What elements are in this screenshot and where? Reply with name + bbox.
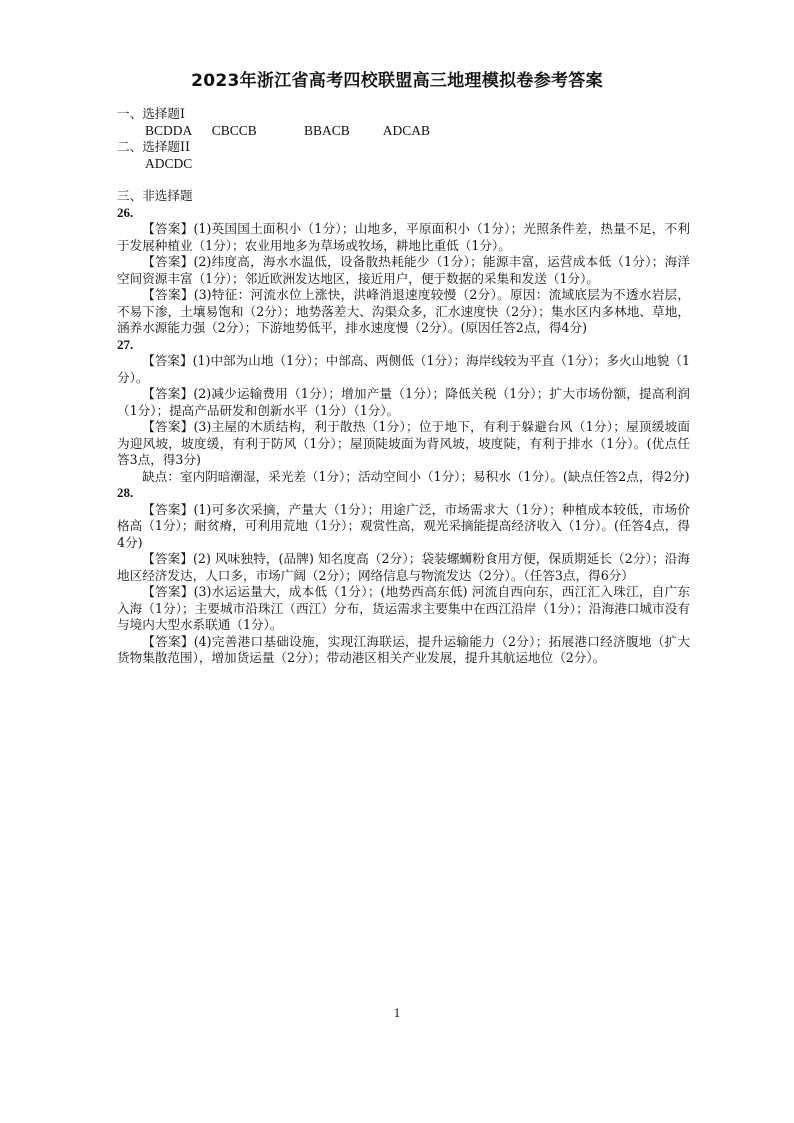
answer-paragraph: 【答案】(3)特征：河流水位上涨快，洪峰消退速度较慢（2分）。原因：流域底层为不透水岩层，不易下渗，土壤易饱和（2分）；地势落差大、沟渠众多，汇水速度快（2分）；集水区内多林地、草地，涵养水源能力强（2分）；下游地势低平，排水速度慢（2分）。(原因任答2点，得4分) — [117, 287, 690, 335]
question-28 — [117, 485, 690, 667]
question-26 — [117, 205, 690, 337]
answer-paragraph: 【答案】(4)完善港口基础设施，实现江海联运，提升运输能力（2分）；拓展港口经济腹地（扩大货物集散范围），增加货运量（2分）；带动港区相关产业发展，提升其航运地位（2分）。 — [117, 633, 690, 665]
question-number: 28. — [117, 485, 134, 500]
answer-paragraph: 【答案】(3)水运运量大，成本低（1分）；(地势西高东低) 河流自西向东，西江汇入珠江，自广东入海（1分）；主要城市沿珠江（西江）分布，货运需求主要集中在西江沿岸（1分）；沿海港口城市没有与境内大型水系联通（1分）。 — [117, 584, 690, 632]
section-heading-choice-1: 一、选择题I — [117, 106, 185, 121]
question-number: 27. — [117, 336, 134, 352]
answer-content — [117, 106, 690, 667]
answer-paragraph: 【答案】(3)主屋的木质结构，利于散热（1分）；位于地下，有利于躲避台风（1分）；屋顶缓坡面为迎风坡，坡度缓，有利于防风（1分）；屋顶陡坡面为背风坡，坡度陡，有利于排水（1分）。(优点任答3点，得3分) — [117, 419, 690, 467]
section-answers-choice-1: BCDDA CBCCB BBACB ADCAB — [145, 122, 431, 138]
section-heading-non-choice: 三、非选择题 — [117, 188, 193, 203]
question-27 — [117, 337, 690, 486]
answer-paragraph: 【答案】(2)纬度高，海水水温低，设备散热耗能少（1分）；能源丰富，运营成本低（1分）；海洋空间资源丰富（1分）；邻近欧洲发达地区，接近用户，便于数据的采集和发送（1分）。 — [117, 254, 690, 286]
spacer — [117, 172, 690, 188]
answer-paragraph: 缺点：室内阴暗潮湿，采光差（1分）；活动空间小（1分）；易积水（1分）。(缺点任答2点，得2分) — [142, 468, 690, 484]
answer-paragraph: 【答案】(1)中部为山地（1分）；中部高、两侧低（1分）；海岸线较为平直（1分）；多火山地貌（1分）。 — [117, 353, 690, 385]
question-number: 26. — [117, 204, 134, 220]
answer-paragraph: 【答案】(2) 风味独特，(品牌) 知名度高（2分）；袋装螺蛳粉食用方便，保质期延长（2分）；沿海地区经济发达，人口多，市场广阔（2分）；网络信息与物流发达（2分）。（任答3点，得6分） — [117, 551, 690, 583]
section-answers-choice-2: ADCDC — [145, 155, 193, 171]
answer-paragraph: 【答案】(1)英国国土面积小（1分）；山地多，平原面积小（1分）；光照条件差，热量不足，不利于发展种植业（1分）；农业用地多为草场或牧场，耕地比重低（1分）。 — [117, 221, 690, 253]
page-number: 1 — [393, 1005, 401, 1020]
answer-paragraph: 【答案】(2)减少运输费用（1分）；增加产量（1分）；降低关税（1分）；扩大市场份额，提高利润（1分）；提高产品研发和创新水平（1分）（1分）。 — [117, 386, 690, 418]
answer-paragraph: 【答案】(1)可多次采摘，产量大（1分）；用途广泛，市场需求大（1分）；种植成本较低，市场价格高（1分）；耐贫瘠，可利用荒地（1分）；观赏性高，观光采摘能提高经济收入（1分）。(任答4点，得4分) — [117, 501, 690, 550]
page-title: 2023年浙江省高考四校联盟高三地理模拟卷参考答案 — [191, 71, 603, 91]
section-heading-choice-2: 二、选择题II — [117, 139, 190, 154]
